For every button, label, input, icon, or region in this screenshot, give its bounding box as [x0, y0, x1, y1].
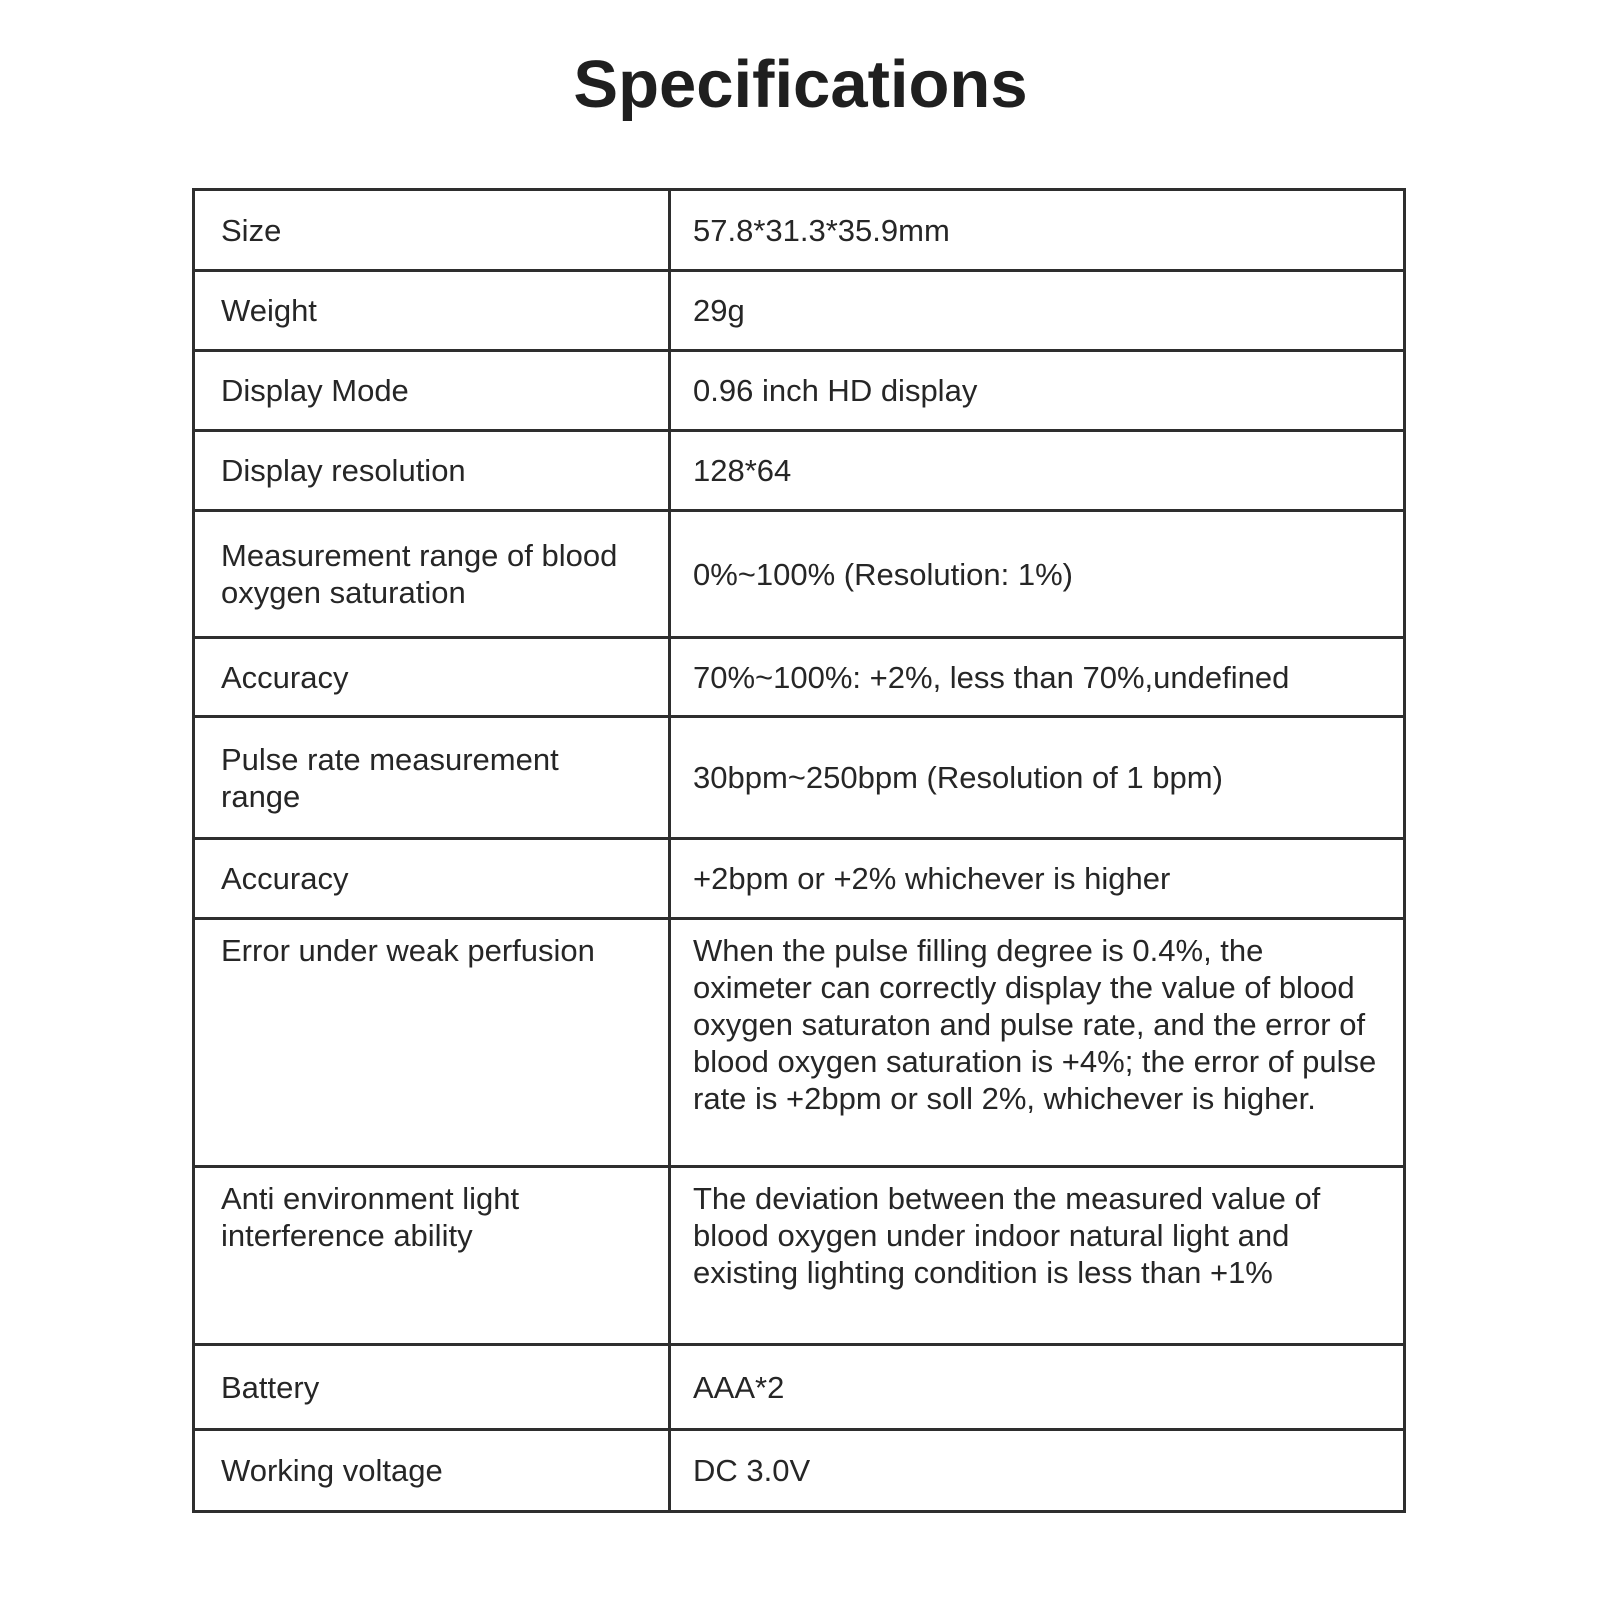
spec-value-cell: 30bpm~250bpm (Resolution of 1 bpm): [670, 717, 1405, 839]
spec-label-cell: Error under weak perfusion: [194, 919, 670, 1167]
spec-row: [194, 839, 1405, 919]
spec-label-cell: Display resolution: [194, 431, 670, 511]
spec-value-cell: +2bpm or +2% whichever is higher: [670, 839, 1405, 919]
spec-label-cell: Measurement range of blood oxygen saturation: [194, 511, 670, 638]
spec-label-cell: Accuracy: [194, 638, 670, 717]
spec-row: [194, 190, 1405, 271]
spec-row: [194, 271, 1405, 351]
spec-value-cell: AAA*2: [670, 1345, 1405, 1430]
spec-value-cell: DC 3.0V: [670, 1430, 1405, 1512]
spec-value-cell: 57.8*31.3*35.9mm: [670, 190, 1405, 271]
spec-row: [194, 1430, 1405, 1512]
spec-row: [194, 351, 1405, 431]
spec-label-cell: Working voltage: [194, 1430, 670, 1512]
spec-row: [194, 431, 1405, 511]
spec-label-cell: Battery: [194, 1345, 670, 1430]
spec-label-cell: Display Mode: [194, 351, 670, 431]
spec-row: [194, 1345, 1405, 1430]
spec-value-cell: 128*64: [670, 431, 1405, 511]
spec-value-cell: 0%~100% (Resolution: 1%): [670, 511, 1405, 638]
spec-row: [194, 638, 1405, 717]
spec-value-cell: The deviation between the measured value of blood oxygen under indoor natural light and existing lighting condition is less than +1%: [670, 1167, 1405, 1345]
spec-value-cell: 0.96 inch HD display: [670, 351, 1405, 431]
spec-value-cell: When the pulse filling degree is 0.4%, the oximeter can correctly display the value of blood oxygen saturaton and pulse rate, and the error of blood oxygen saturation is +4%; the error of pulse rate is +2bpm or soll 2%, whichever is higher.: [670, 919, 1405, 1167]
specifications-table-body: [194, 190, 1405, 1512]
spec-row: [194, 919, 1405, 1167]
spec-row: [194, 511, 1405, 638]
page-title: Specifications: [573, 47, 1028, 122]
spec-label-cell: Pulse rate measurement range: [194, 717, 670, 839]
spec-label-cell: Accuracy: [194, 839, 670, 919]
specifications-table: [192, 188, 1406, 1513]
spec-value-cell: 29g: [670, 271, 1405, 351]
spec-row: [194, 1167, 1405, 1345]
spec-row: [194, 717, 1405, 839]
spec-label-cell: Weight: [194, 271, 670, 351]
spec-value-cell: 70%~100%: +2%, less than 70%,undefined: [670, 638, 1405, 717]
spec-label-cell: Anti environment light interference ability: [194, 1167, 670, 1345]
spec-label-cell: Size: [194, 190, 670, 271]
